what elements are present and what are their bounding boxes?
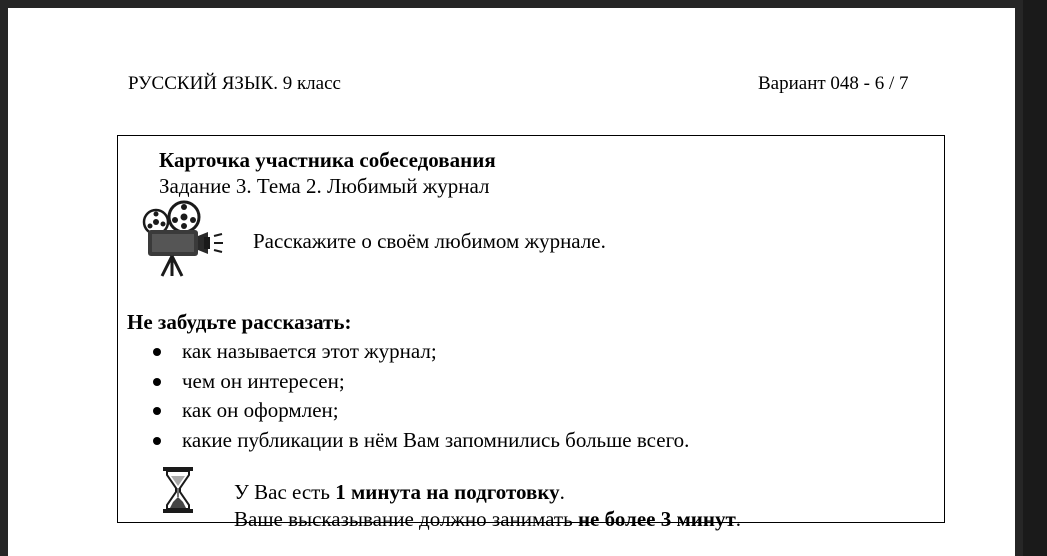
preparation-time-text [234, 480, 565, 505]
subject-header: РУССКИЙ ЯЗЫК. 9 класс [128, 73, 341, 94]
prep-suffix: . [559, 480, 565, 504]
card-title: Карточка участника собеседования [159, 148, 496, 172]
task-topic: Задание 3. Тема 2. Любимый журнал [159, 174, 490, 198]
prep-prefix: У Вас есть [234, 480, 336, 504]
point-text: как он оформлен; [182, 398, 339, 422]
answer-prefix: Ваше высказывание должно занимать [234, 507, 578, 531]
list-item [148, 369, 689, 399]
document-page [8, 8, 1015, 556]
instruction-text: Расскажите о своём любимом журнале. [253, 229, 606, 253]
answer-bold: не более 3 минут [577, 507, 736, 531]
hourglass-icon [161, 466, 195, 514]
answer-time-text [234, 507, 741, 532]
points-list [148, 339, 689, 457]
point-text: чем он интересен; [182, 368, 345, 393]
point-text: как называется этот журнал; [182, 339, 437, 363]
bullet-icon [153, 407, 161, 415]
bullet-icon [153, 348, 161, 356]
answer-suffix: . [735, 507, 742, 531]
list-item [148, 428, 689, 458]
bullet-icon [153, 437, 161, 445]
list-item [148, 339, 689, 369]
prep-bold: 1 минута на подготовку [335, 480, 560, 504]
point-text: какие публикации в нём Вам запомнились больше всего. [182, 427, 690, 452]
participant-card [117, 135, 945, 531]
variant-header: Вариант 048 - 6 / 7 [758, 73, 909, 94]
bullet-icon [153, 378, 161, 386]
list-item [148, 398, 689, 428]
film-projector-icon [134, 200, 224, 278]
remember-heading: Не забудьте рассказать: [127, 310, 352, 334]
viewer-edge [1023, 0, 1047, 556]
